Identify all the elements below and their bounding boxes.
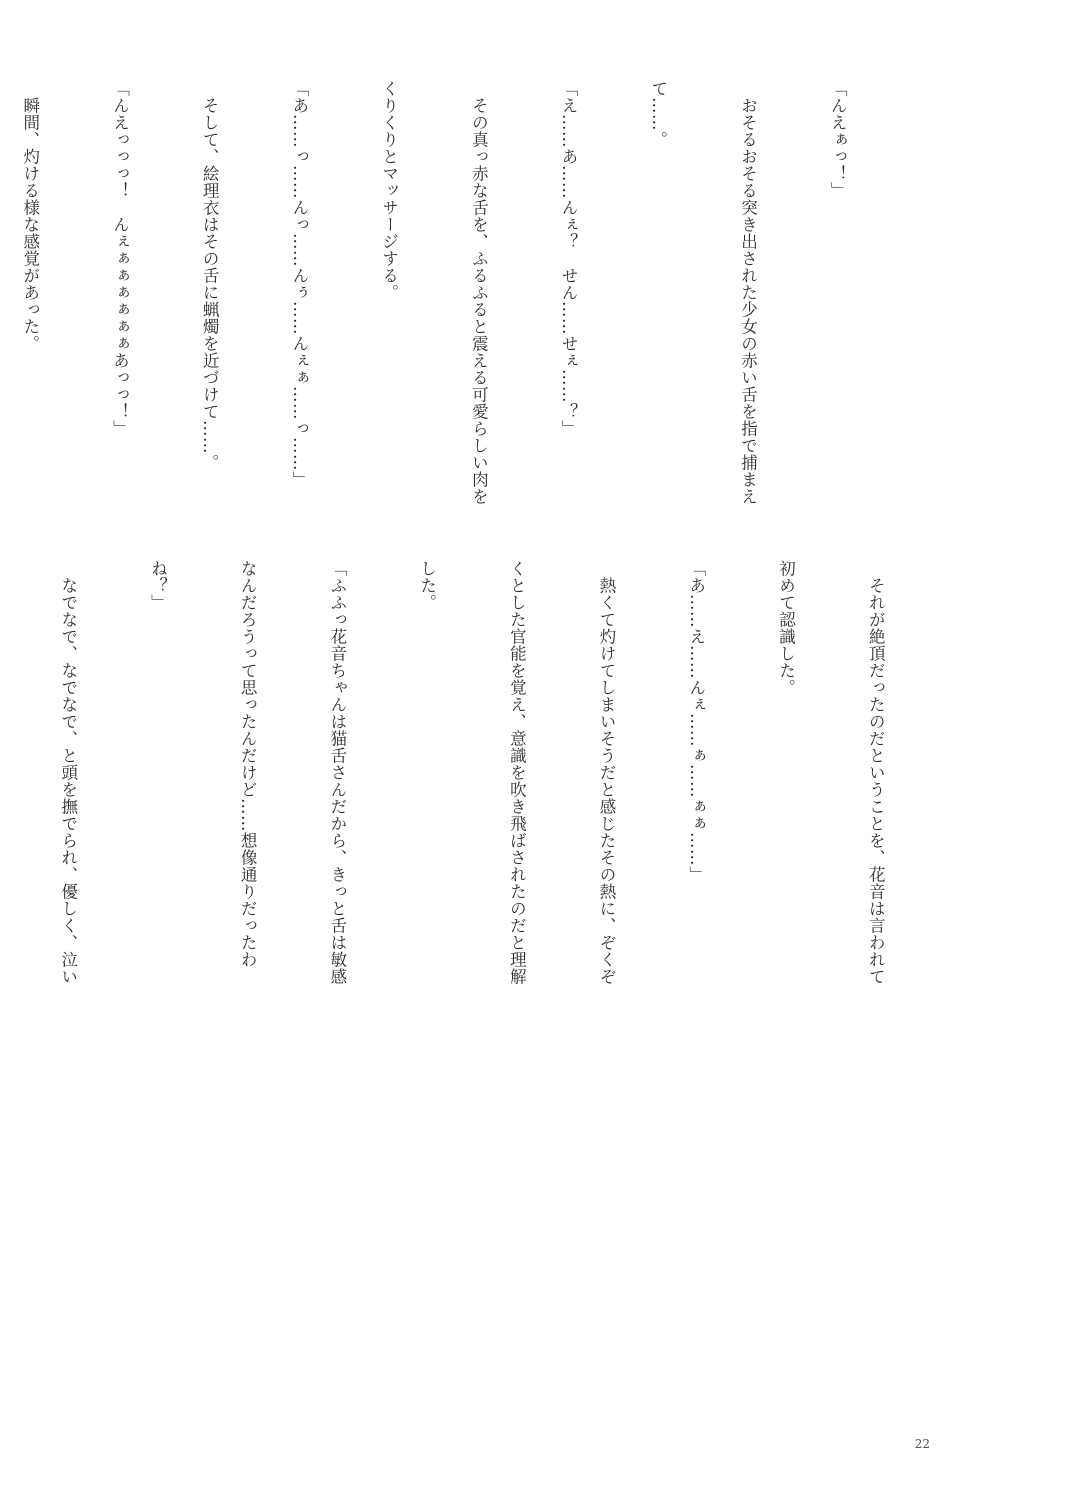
- text-line: おそるおそる突き出された少女の赤い舌を指で捕まえ: [738, 80, 758, 505]
- text-line: その真っ赤な舌を、ふるふると震える可愛らしい肉を: [469, 80, 489, 505]
- text-block-top: [0, 80, 912, 540]
- text-line: それが絶頂だったのだということを、花音は言われて: [866, 560, 886, 985]
- text-line: 「んえっっっ！ んぇぁぁぁぁぁぁあっっ！」: [110, 80, 130, 437]
- text-line: なんだろうって思ったんだけど……想像通りだったわ: [238, 560, 258, 968]
- text-line: した。: [417, 560, 437, 611]
- text-line: 「あ……っ……んっ……んぅ……んぇぁ……っ……」: [289, 80, 309, 488]
- text-block-bottom: [0, 560, 950, 1020]
- text-line: くりくりとマッサージする。: [379, 80, 399, 301]
- text-line: 「んえぁっ！」: [828, 80, 848, 199]
- page-number: 22: [914, 1437, 930, 1451]
- text-line: 熱くて灼けてしまいそうだと感じたその熱に、ぞくぞ: [597, 560, 617, 985]
- text-line: そして、絵理衣はその舌に蝋燭を近づけて……。: [200, 80, 220, 471]
- text-line: 「あ……え……んぇ……ぁ……ぁぁ……」: [686, 560, 706, 883]
- text-line: て……。: [648, 80, 668, 148]
- text-line: ね？」: [148, 560, 168, 611]
- text-line: 瞬間、灼ける様な感覚があった。: [20, 80, 40, 352]
- text-line: 「え……あ……んぇ？ せん……せぇ……？」: [559, 80, 579, 437]
- text-line: 「ふふっ花音ちゃんは猫舌さんだから、きっと舌は敏感: [327, 560, 347, 985]
- text-line: くとした官能を覚え、意識を吹き飛ばされたのだと理解: [507, 560, 527, 985]
- text-line: なでなで、なでなで、と頭を撫でられ、優しく、泣い: [58, 560, 78, 985]
- text-line: 初めて認識した。: [776, 560, 796, 696]
